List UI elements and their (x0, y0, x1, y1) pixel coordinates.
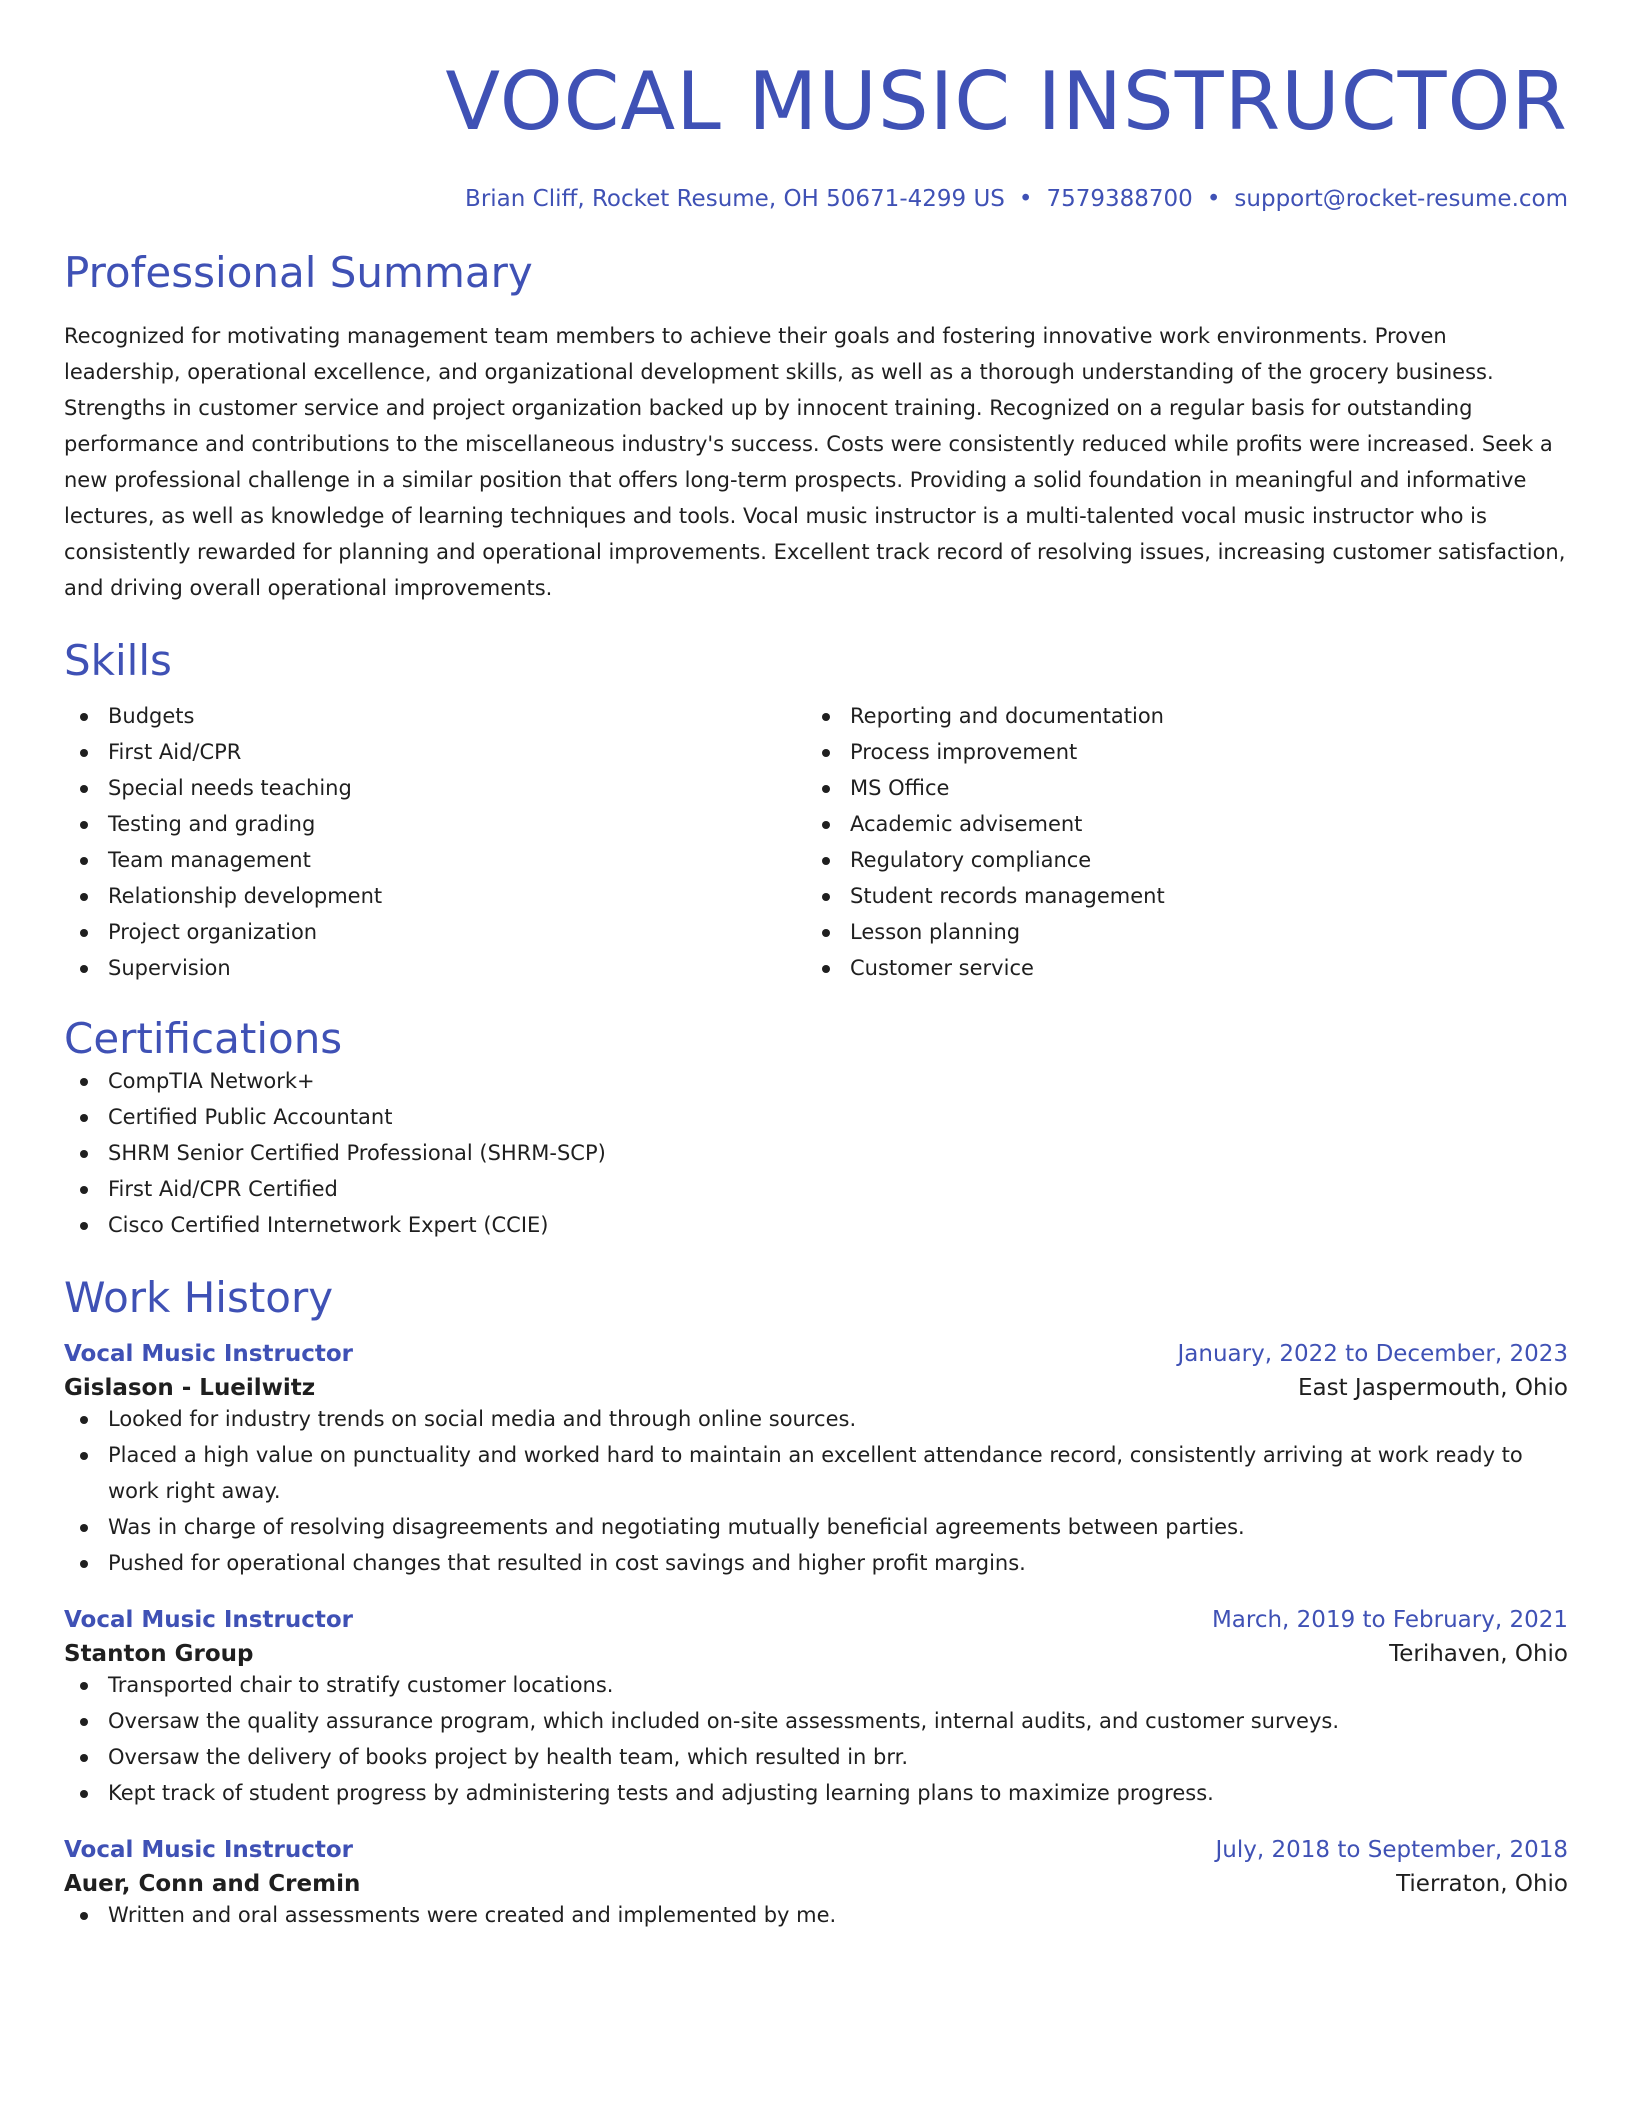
skill-item: Relationship development (64, 878, 806, 914)
skill-item: Supervision (64, 950, 806, 986)
job-dates: March, 2019 to February, 2021 (1211, 1606, 1568, 1633)
certifications-heading: Certifications (64, 1014, 343, 1064)
job-duty-item: Written and oral assessments were created and implemented by me. (64, 1897, 1568, 1933)
skill-item: Customer service (806, 950, 1548, 986)
job-company: Gislason - Lueilwitz (64, 1374, 316, 1401)
job-duty-item: Was in charge of resolving disagreements and negotiating mutually beneficial agreements between parties. (64, 1509, 1568, 1545)
job-header-row (64, 1837, 1568, 1863)
job-header-row (64, 1607, 1568, 1633)
job-duty-item: Kept track of student progress by administering tests and adjusting learning plans to maximize progress. (64, 1775, 1568, 1811)
job-company: Stanton Group (64, 1640, 254, 1667)
skill-item: Budgets (64, 698, 806, 734)
skill-item: Student records management (806, 878, 1548, 914)
skill-item: Academic advisement (806, 806, 1548, 842)
job-duty-item: Looked for industry trends on social media and through online sources. (64, 1401, 1568, 1437)
job-duty-item: Pushed for operational changes that resulted in cost savings and higher profit margins. (64, 1545, 1568, 1581)
job-header-row (64, 1341, 1568, 1367)
separator-dot: • (1206, 186, 1221, 212)
skill-item: Testing and grading (64, 806, 806, 842)
job-duties-list (64, 1667, 1568, 1811)
job-company-row (64, 1375, 1568, 1401)
skill-item: MS Office (806, 770, 1548, 806)
job-company-row (64, 1641, 1568, 1667)
job-dates: July, 2018 to September, 2018 (1215, 1836, 1568, 1863)
skill-item: Reporting and documentation (806, 698, 1548, 734)
job-location: East Jaspermouth, Ohio (1297, 1374, 1568, 1401)
certification-item: Cisco Certified Internetwork Expert (CCIE) (64, 1207, 1568, 1243)
job-location: Terihaven, Ohio (1389, 1640, 1568, 1667)
contact-email[interactable]: support@rocket-resume.com (1234, 186, 1568, 212)
certification-item: Certified Public Accountant (64, 1099, 1568, 1135)
contact-line (64, 186, 1568, 212)
job-company: Auer, Conn and Cremin (64, 1870, 361, 1897)
job-role: Vocal Music Instructor (64, 1340, 353, 1367)
certifications-list (64, 1063, 1568, 1243)
separator-dot: • (1018, 186, 1033, 212)
skills-right-list (806, 698, 1548, 986)
job-company-row (64, 1871, 1568, 1897)
skill-item: First Aid/CPR (64, 734, 806, 770)
skill-item: Regulatory compliance (806, 842, 1548, 878)
job-duty-item: Placed a high value on punctuality and worked hard to maintain an excellent attendance record, consistently arriving at work ready to work right away. (64, 1437, 1568, 1509)
skills-heading: Skills (64, 636, 172, 686)
job-role: Vocal Music Instructor (64, 1836, 353, 1863)
job-entry (64, 1837, 1568, 1933)
skill-item: Project organization (64, 914, 806, 950)
job-duty-item: Transported chair to stratify customer locations. (64, 1667, 1568, 1703)
skills-columns (64, 698, 1568, 986)
job-entry (64, 1341, 1568, 1581)
job-location: Tierraton, Ohio (1396, 1870, 1568, 1897)
job-dates: January, 2022 to December, 2023 (1177, 1340, 1568, 1367)
job-role: Vocal Music Instructor (64, 1606, 353, 1633)
work-history-heading: Work History (64, 1272, 334, 1322)
job-duty-item: Oversaw the quality assurance program, which included on-site assessments, internal audits, and customer surveys. (64, 1703, 1568, 1739)
summary-heading: Professional Summary (64, 248, 533, 297)
job-duty-item: Oversaw the delivery of books project by health team, which resulted in brr. (64, 1739, 1568, 1775)
job-duties-list (64, 1401, 1568, 1581)
skill-item: Lesson planning (806, 914, 1548, 950)
skill-item: Team management (64, 842, 806, 878)
summary-text: Recognized for motivating management team members to achieve their goals and fostering innovative work environments. Proven leadership, operational excellence, and organizational development skills, as well as a thorough understanding of the grocery business. Strengths in customer service and project organization backed up by innocent training. Recognized on a regular basis for outstanding performance and contributions to the miscellaneous industry's success. Costs were consistently reduced while profits were increased. Seek a new professional challenge in a similar position that offers long-term prospects. Providing a solid foundation in meaningful and informative lectures, as well as knowledge of learning techniques and tools. Vocal music instructor is a multi-talented vocal music instructor who is consistently rewarded for planning and operational improvements. Excellent track record of resolving issues, increasing customer satisfaction, and driving overall operational improvements. (64, 324, 1566, 601)
resume-title: VOCAL MUSIC INSTRUCTOR (445, 55, 1568, 148)
certification-item: CompTIA Network+ (64, 1063, 1568, 1099)
certification-item: First Aid/CPR Certified (64, 1171, 1568, 1207)
skill-item: Special needs teaching (64, 770, 806, 806)
work-history-list (64, 1341, 1568, 1933)
job-duties-list (64, 1897, 1568, 1933)
skill-item: Process improvement (806, 734, 1548, 770)
contact-phone: 7579388700 (1046, 186, 1193, 212)
job-entry (64, 1607, 1568, 1811)
contact-address: Brian Cliff, Rocket Resume, OH 50671-4299 US (465, 186, 1005, 212)
certification-item: SHRM Senior Certified Professional (SHRM-SCP) (64, 1135, 1568, 1171)
skills-left-list (64, 698, 806, 986)
